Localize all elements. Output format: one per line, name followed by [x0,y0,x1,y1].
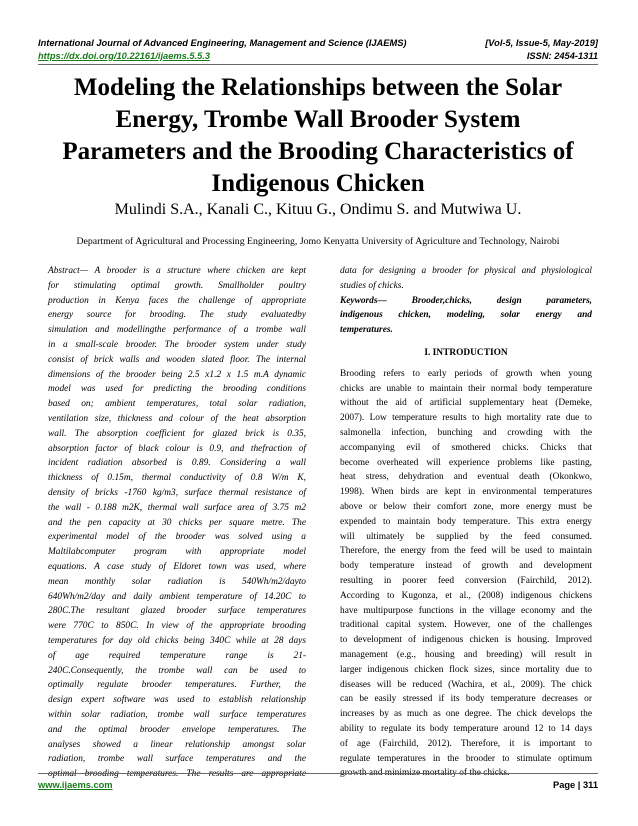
paper-title [40,72,596,200]
text-line: and the pen capacity at 30 chicks per square metre. The [48,517,306,528]
text-line: 2007). Low temperature results to high mortality rate due to [340,413,592,424]
text-line: 640Wh/m2/day and daily ambient temperature of 14.20C to [48,591,306,602]
text-line: will ultimately be supplied by the feed consumed. [340,531,592,542]
author-list: Mulindi S.A., Kanali C., Kituu G., Ondimu S. and Mutwiwa U. [114,201,522,218]
introduction-body [340,367,592,781]
section-heading-introduction: I. INTRODUCTION [424,347,508,358]
text-line: accompanying evil of smothered chicks. Chicks that [340,442,592,453]
text-line: above or below their comfort zone, more energy must be [340,501,592,512]
text-line: Keywords— Brooder,chicks, design parameters, [340,295,592,306]
text-line: 240C.Consequently, the trombe wall can be used to [48,665,306,676]
text-line: mean monthly solar radiation is 540Wh/m2/dayto [48,576,306,587]
text-line: simulation and modellingthe performance of a trombe wall [48,325,306,336]
text-line: temperatures for day old chicks being 340C while at 28 days [48,635,306,646]
text-line: data for designing a brooder for physical and physiological [340,266,592,276]
text-line: the wall - 0.188 m2K, thermal wall surface area of 3.75 m2 [48,502,306,513]
journal-website-link[interactable]: www.ijaems.com [38,780,113,790]
text-line: dimensions of the brooder being 2.5 x1.2 x 1.5 m.A dynamic [48,369,306,380]
doi-link[interactable]: https://dx.doi.org/10.22161/ijaems.5.5.3 [38,51,211,61]
text-line: for stimulating optimal growth. Smallholder poultry [48,280,306,291]
abstract-column [48,264,306,782]
text-line: Maltilabcomputer program with appropriate model [48,547,306,558]
text-line: incident radiation absorbed is 0.89. Considering a wall [48,458,306,469]
text-line: ability to regulate its body temperature around 12 to 14 days [340,723,592,734]
text-line: increases by as much as one degree. The chick develops the [340,709,592,720]
text-line: 280C.The resultant glazed brooder surface temperatures [48,606,306,617]
right-column [340,264,592,781]
text-line: Abstract— A brooder is a structure where chicken are kept [48,266,306,276]
text-line: based on; ambient temperatures, total solar radiation, [48,399,306,410]
text-line: growth and minimize mortality of the chicks. [340,768,510,779]
abstract-continued [340,264,592,294]
text-line: heat stress, dehydration and eventual death (Okonkwo, [340,472,592,483]
text-line: were 770C to 850C. In view of the appropriate brooding [48,621,306,632]
text-line: Brooding refers to early periods of growth when young [340,368,592,379]
title-line: Parameters and the Brooding Characteristics of [62,138,574,165]
title-line: Energy, Trombe Wall Brooder System [115,106,521,133]
text-line: of age required temperature range is 21- [48,650,306,661]
text-line: optimally regulate brooder temperatures. Further, the [48,680,306,691]
text-line: within solar radiation, trombe wall surface temperatures [48,709,306,720]
text-line: without the aid of artificial supplementary heat (Demeke, [340,398,592,409]
text-line: model was used for predicting the brooding conditions [48,384,306,395]
text-line: indigenous chicken, modeling, solar energy and [340,310,592,321]
text-line: temperatures. [340,325,393,336]
text-line: consist of brick walls and wooden slated floor. The internal [48,354,306,365]
text-line: absorption factor of black colour is 0.9, and thefraction of [48,443,306,454]
header-divider [38,64,598,65]
text-line: wall. The absorption coefficient for glazed brick is 0.35, [48,428,306,439]
text-line: and the optimal brooder envelope temperatures. The [48,724,306,735]
page-number: Page | 311 [553,780,598,790]
issn: ISSN: 2454-1311 [526,51,598,61]
text-line: salmonella infection, bunching and crowding with the [340,427,592,438]
text-line: optimal brooding temperatures. The results are appropriate [48,769,306,780]
text-line: management (e.g., housing and breeding) will result in [340,649,592,660]
volume-issue: [Vol-5, Issue-5, May-2019] [485,38,598,48]
text-line: in a small-scale brooder. The brooder system under study [48,339,306,350]
text-line: According to Kugonza, et al., (2008) indigenous chickens [340,590,592,601]
journal-name: International Journal of Advanced Engineering, Management and Science (IJAEMS) [38,38,407,48]
affiliation: Department of Agricultural and Processing Engineering, Jomo Kenyatta University of Agriculture and Technology, Nairobi [76,236,560,247]
text-line: diseases will be reduced (Wachira, et al., 2009). The chick [340,679,592,690]
title-line: Modeling the Relationships between the Solar [73,74,563,101]
text-line: equations. A case study of Eldoret town was used, where [48,561,306,572]
text-line: analyses showed a linear relationship amongst solar [48,739,306,750]
text-line: larger indigenous chicken flock sizes, since mortality due to [340,664,592,675]
keywords [340,294,592,338]
text-line: studies of chicks. [340,280,404,291]
text-line: energy source for brooding. The study evaluatedby [48,310,306,321]
text-line: expended to maintain body temperature. This extra energy [340,516,592,527]
text-line: body temperature instead of growth and development [340,561,592,572]
text-line: chicks are unable to maintain their normal body temperature [340,383,592,394]
text-line: traditional capital system. However, one of the challenges [340,620,592,631]
text-line: resulting in poorer feed conversion (Fairchild, 2012). [340,575,592,586]
text-line: radiation, trombe wall surface temperatures and the [48,754,306,765]
text-line: 1998). When birds are kept in environmental temperatures [340,487,592,498]
text-line: to development of indigenous chicken is housing. Improved [340,635,592,646]
title-line: Indigenous Chicken [211,170,425,197]
text-line: become overheated will experience problems like pasting, [340,457,592,468]
text-line: of age (Fairchild, 2012). Therefore, it is important to [340,738,592,749]
footer-divider [38,773,598,774]
text-line: design expert software was used to establish relationship [48,695,306,706]
text-line: density of bricks -1760 kg/m3, surface thermal resistance of [48,487,306,498]
text-line: production in Kenya faces the challenge of appropriate [48,295,306,306]
text-line: have multipurpose functions in the village economy and the [340,605,592,616]
text-line: thickness of 0.15m, thermal conductivity of 0.8 W/m K, [48,473,306,484]
text-line: regulate temperatures in the brooder to stimulate optimum [340,753,592,764]
text-line: can be easily stressed if its body temperature decreases or [340,694,592,705]
text-line: experimental model of the brooder was solved using a [48,532,306,543]
text-line: Therefore, the energy from the feed will be used to maintain [340,546,592,557]
text-line: ventilation size, thickness and colour of the heat absorption [48,413,306,424]
